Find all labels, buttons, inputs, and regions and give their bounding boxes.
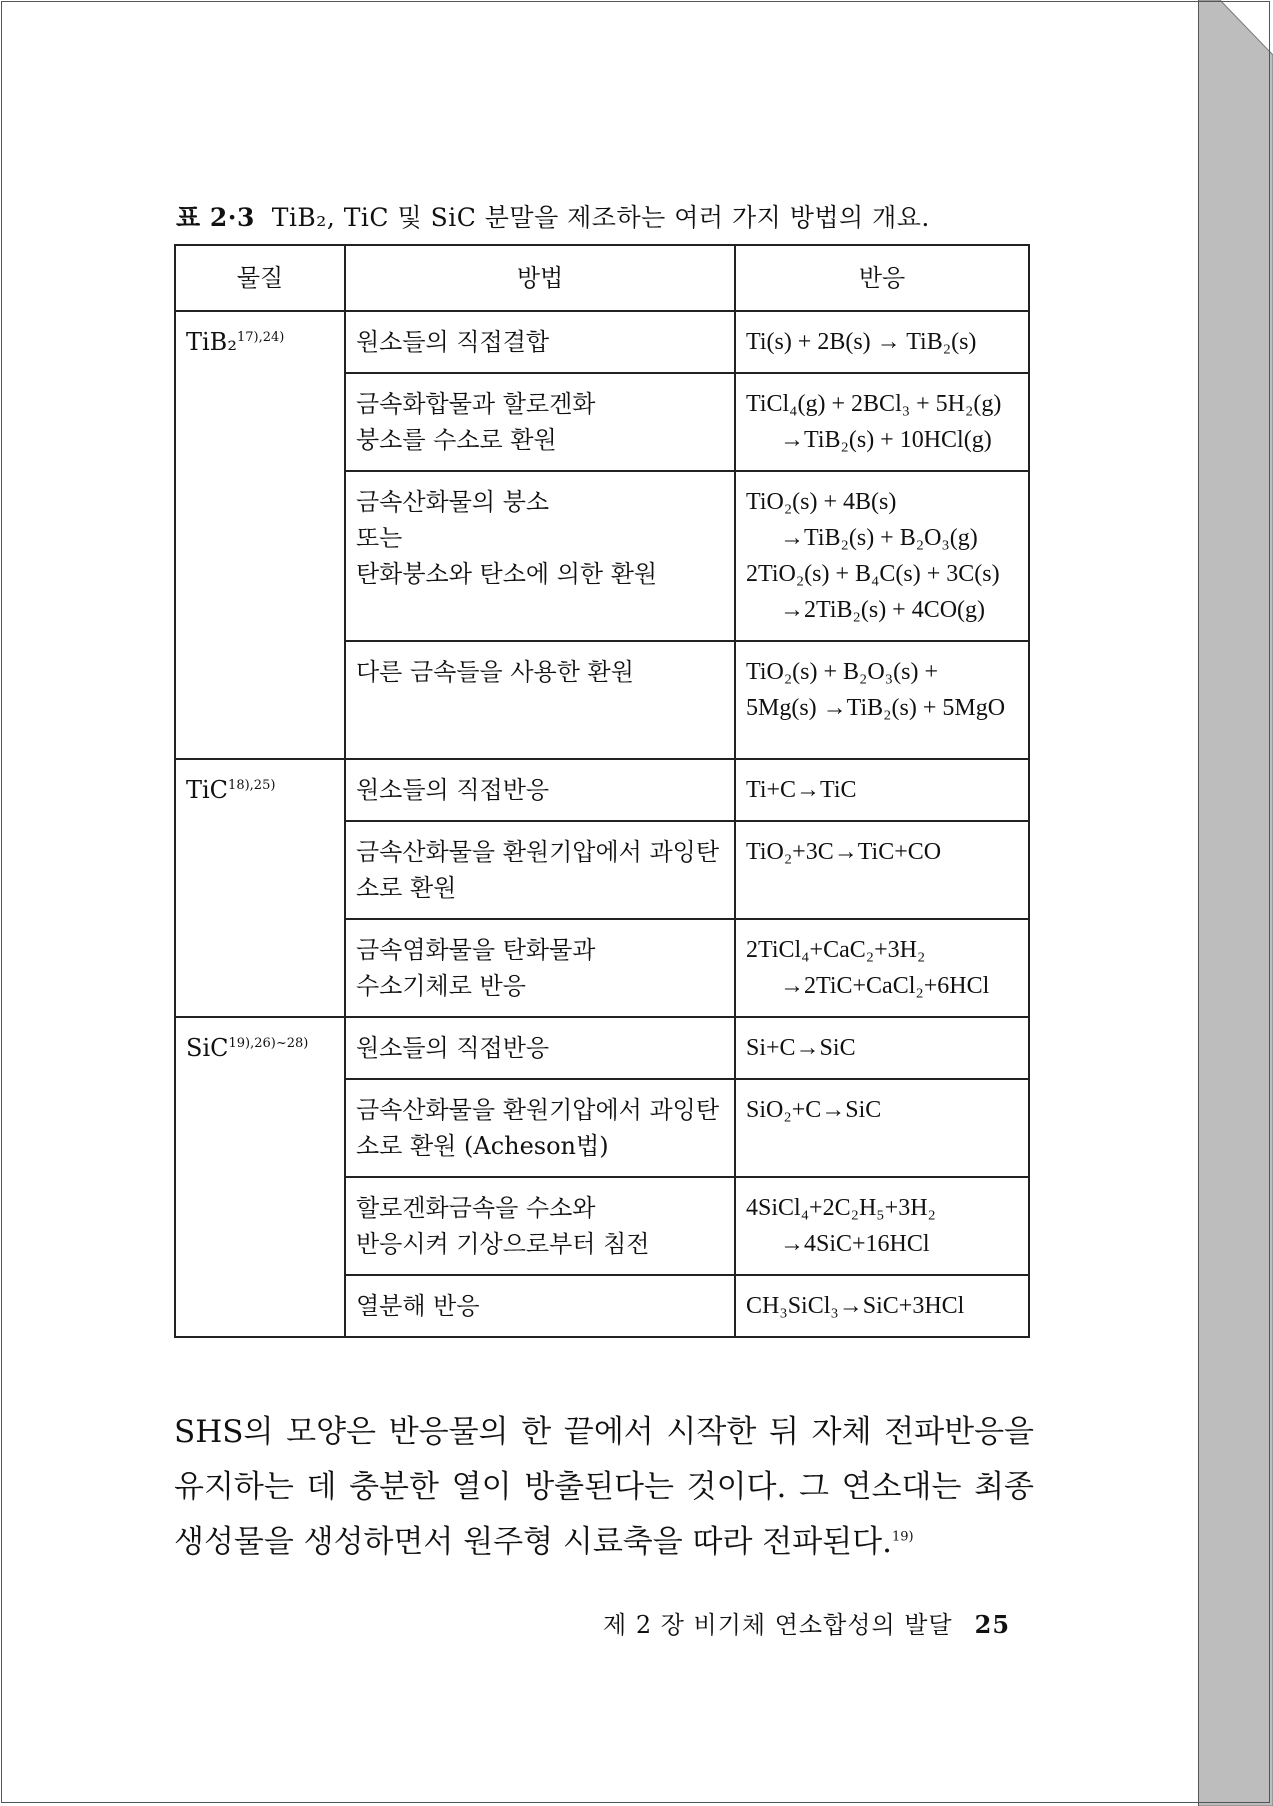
page-number: 25 [974,1610,1011,1639]
reaction-line: 5Mg(s) →TiB₂(s) + 5MgO [746,695,1006,721]
page-border [1,1,1270,1803]
reaction-line: 2TiO₂(s) + B₄C(s) + 3C(s) [746,561,1000,587]
reaction-line: TiO₂(s) + 4B(s) [746,489,897,515]
method-line: 소로 환원 [356,874,457,902]
material-name: SiC [186,1034,229,1062]
method-line: 원소들의 직접반응 [356,1034,550,1062]
reaction-line: 2TiCl₄+CaC₂+3H₂ [746,937,926,963]
method-line: 열분해 반응 [356,1292,480,1320]
chapter-title: 제 2 장 비기체 연소합성의 발달 [603,1611,953,1639]
paragraph-text: SHS의 모양은 반응물의 한 끝에서 시작한 뒤 자체 전파반응을 유지하는 데 충분한 열이 방출된다는 것이다. 그 연소대는 최종 생성물을 생성하면서 원주형 시료축을 따라 전파된다. [174,1414,1034,1560]
reaction-line: →TiB₂(s) + 10HCl(g) [780,427,992,453]
method-line: 소로 환원 (Acheson법) [356,1132,609,1160]
material-ref: 18),25) [228,778,276,793]
method-line: 금속화합물과 할로겐화 [356,390,596,418]
method-line: 탄화붕소와 탄소에 의한 환원 [356,560,658,588]
material-name: TiB₂ [186,328,237,356]
material-ref: 17),24) [236,330,285,345]
reaction-line: TiO₂+3C→TiC+CO [746,839,942,865]
table-caption-label: 표 2·3 [176,203,255,232]
reaction-line: →TiB₂(s) + B₂O₃(g) [780,525,978,551]
reaction-line: Si+C→SiC [746,1035,856,1061]
reaction-line: →4SiC+16HCl [780,1231,930,1257]
method-line: 수소기체로 반응 [356,972,526,1000]
reaction-line: TiCl₄(g) + 2BCl₃ + 5H₂(g) [746,391,1002,417]
reaction-line: →2TiC+CaCl₂+6HCl [780,973,990,999]
method-line: 금속산화물을 환원기압에서 과잉탄 [356,1096,720,1124]
reaction-line: CH₃SiCl₃→SiC+3HCl [746,1293,965,1319]
reaction-line: SiO₂+C→SiC [746,1097,882,1123]
method-line: 원소들의 직접결합 [356,328,550,356]
reaction-line: Ti(s) + 2B(s) → TiB₂(s) [746,329,977,355]
header-method: 방법 [345,245,735,311]
header-material: 물질 [175,245,345,311]
method-line: 할로겐화금속을 수소와 [356,1194,596,1222]
material-name: TiC [186,776,229,804]
reaction-line: Ti+C→TiC [746,777,857,803]
method-line: 붕소를 수소로 환원 [356,426,557,454]
reaction-line: 4SiCl₄+2C₂H₅+3H₂ [746,1195,936,1221]
method-line: 금속산화물을 환원기압에서 과잉탄 [356,838,720,866]
material-ref: 19),26)~28) [228,1036,309,1051]
header-reaction: 반응 [735,245,1029,311]
method-line: 금속산화물의 붕소 [356,488,550,516]
method-line: 금속염화물을 탄화물과 [356,936,596,964]
method-line: 또는 [356,524,403,552]
method-line: 다른 금속들을 사용한 환원 [356,658,634,686]
table-caption-text: TiB₂, TiC 및 SiC 분말을 제조하는 여러 가지 방법의 개요. [271,203,930,232]
reaction-line: TiO₂(s) + B₂O₃(s) + [746,659,938,685]
method-line: 원소들의 직접반응 [356,776,550,804]
paragraph-ref: 19) [891,1529,914,1545]
method-line: 반응시켜 기상으로부터 침전 [356,1230,650,1258]
reaction-line: →2TiB₂(s) + 4CO(g) [780,597,986,623]
